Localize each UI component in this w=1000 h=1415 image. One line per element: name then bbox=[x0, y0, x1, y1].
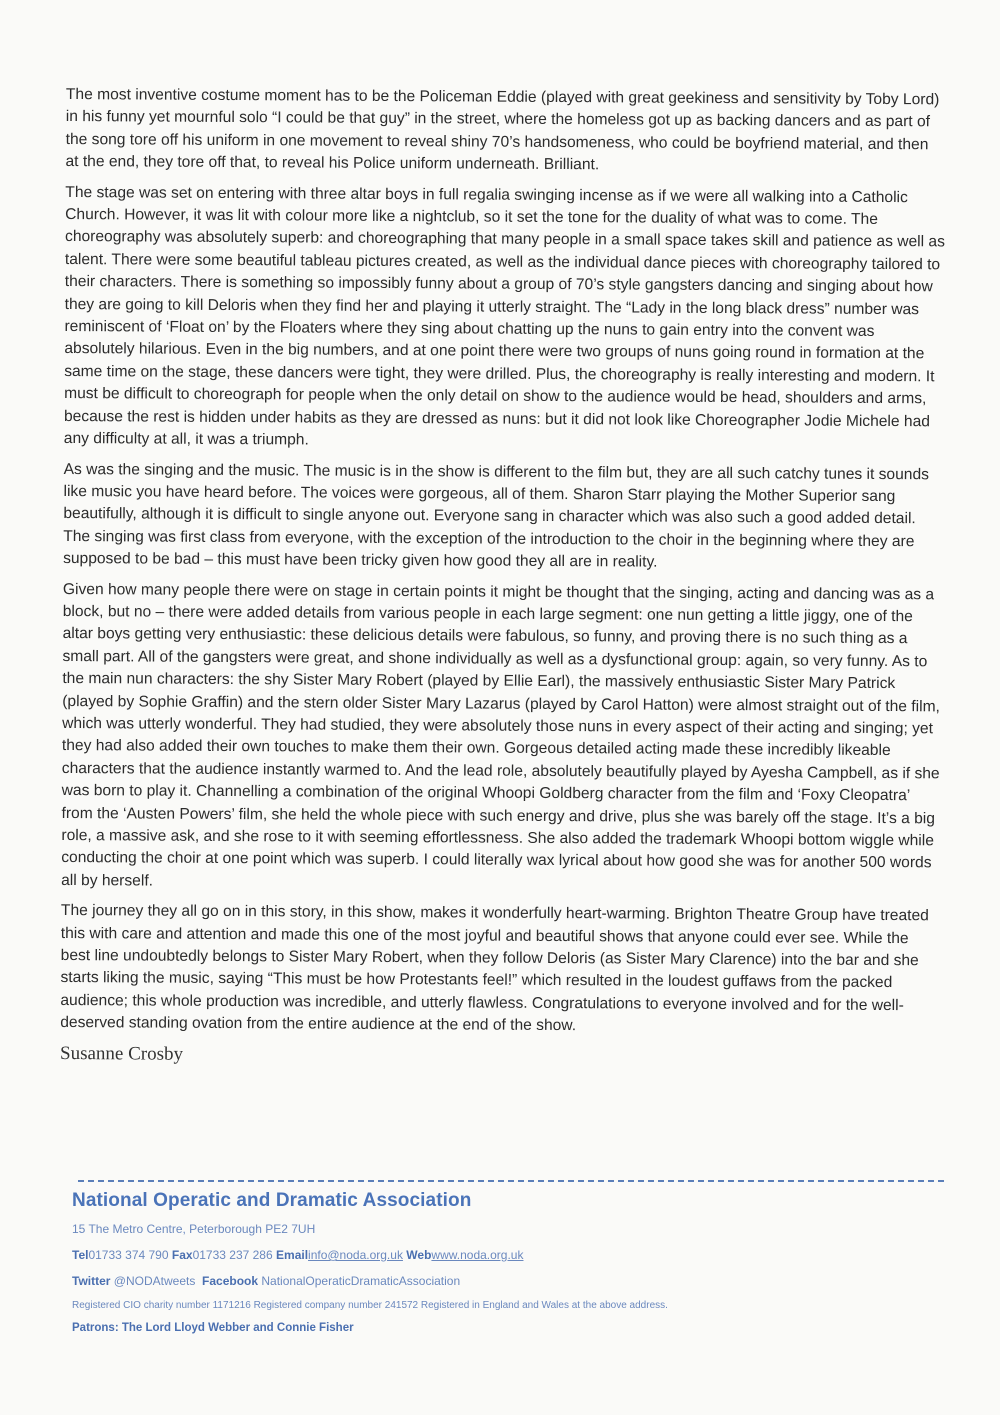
email-link[interactable]: info@noda.org.uk bbox=[308, 1248, 403, 1262]
fax-label: Fax bbox=[171, 1248, 193, 1262]
tel-number: 01733 374 790 bbox=[88, 1248, 169, 1262]
footer-divider bbox=[78, 1180, 944, 1182]
paragraph-conclusion: The journey they all go on in this story, in this show, makes it wonderfully heart-warming. Brighton Theatre Group have treated this with care and attention and made this one of the most joyful and beautiful shows that anyone could ever see. While the best line undoubtedly belongs to Sister Mary Robert, when they follow Deloris (as Sister Mary Clarence) into the bar and she starts liking the music, saying “This must be how Protestants feel!” which resulted in the loudest guffaws from the packed audience; this whole production was incredible, and utterly flawless. Congratulations to everyone involved and for the well-deserved standing ovation from the entire audience at the end of the show. bbox=[60, 902, 929, 1035]
contact-line bbox=[72, 1248, 952, 1262]
paragraph-singing-music: As was the singing and the music. The music is in the show is different to the film but, they are all such catchy tunes it sounds like music you have heard before. The voices were gorgeous, all of them. Sharon Starr playing the Mother Superior sang beautifully, although it is difficult to single anyone out. Everyone sang in character which was also such a good added detail. The singing was first class from everyone, with the exception of the introduction to the choir in the beginning where they are supposed to be bad – this must have been tricky given how good they all are in reality. bbox=[63, 460, 930, 571]
review-body bbox=[60, 84, 946, 1070]
author-signature: Susanne Crosby bbox=[60, 1042, 184, 1065]
organisation-name: National Operatic and Dramatic Association bbox=[72, 1190, 472, 1211]
tel-label: Tel bbox=[72, 1248, 89, 1262]
paragraph-acting-details: Given how many people there were on stage in certain points it might be thought that the singing, acting and dancing was as a block, but no – there were added details from various people in each large segment: one nun getting a little jiggy, one of the altar boys getting very enthusiastic: these delicious details were fabulous, so funny, and proving there is no such thing as a small part. All of the gangsters were great, and shone individually as well as a dysfunctional group: again, so very funny. As to the main nun characters: the shy Sister Mary Robert (played by Ellie Earl), the massively enthusiastic Sister Mary Patrick (played by Sophie Graffin) and the stern older Sister Mary Lazarus (played by Carol Hatton) were almost straight out of the film, which was utterly wonderful. They had studied, they were absolutely those nuns in every aspect of their acting and singing; yet they had also added their own touches to make them their own. Gorgeous detailed acting made these incredibly likeable characters that the audience instantly warmed to. And the lead role, absolutely beautifully played by Ayesha Campbell, as if she was born to play it. Channelling a combination of the original Whoopi Goldberg character from the film and ‘Foxy Cleopatra’ from the ‘Austen Powers’ film, she held the whole piece with such energy and drive, plus she was barely off the stage. It’s a big role, a massive ask, and she rose to it with seeming effortlessness. She also added the trademark Whoopi bottom wiggle while conducting the choir at one point which was superb. I could literally wax lyrical about how good she was for another 500 words all by herself. bbox=[61, 580, 940, 890]
web-link[interactable]: www.noda.org.uk bbox=[431, 1248, 524, 1262]
registration-details: Registered CIO charity number 1171216 Registered company number 241572 Registered in England and Wales at the above address. bbox=[72, 1300, 668, 1311]
paragraph-costume: The most inventive costume moment has to be the Policeman Eddie (played with great geekiness and sensitivity by Toby Lord) in his funny yet mournful solo “I could be that guy” in the street, where the homeless got up as backing dancers and as part of the song tore off his uniform in one movement to reveal shiny 70’s handsomeness, who could be boyfriend material, and then at the end, they tore off that, to reveal his Police uniform underneath. Brilliant. bbox=[65, 85, 940, 174]
letterhead-footer bbox=[72, 1190, 952, 1334]
patrons: Patrons: The Lord Lloyd Webber and Connie Fisher bbox=[72, 1322, 354, 1334]
social-line bbox=[72, 1274, 952, 1288]
address: 15 The Metro Centre, Peterborough PE2 7UH bbox=[72, 1222, 316, 1236]
twitter-label: Twitter bbox=[72, 1274, 111, 1288]
web-label: Web bbox=[406, 1248, 432, 1262]
facebook-label: Facebook bbox=[202, 1274, 259, 1288]
twitter-handle: @NODAtweets bbox=[113, 1274, 196, 1288]
facebook-handle: NationalOperaticDramaticAssociation bbox=[261, 1274, 461, 1288]
paragraph-stage-choreography: The stage was set on entering with three altar boys in full regalia swinging incense as if we were all walking into a Catholic Church. However, it was lit with colour more like a nightclub, so it set the tone for the duality of what was to come. The choreography was absolutely superb: and choreographing that many people in a small space takes skill and patience as well as talent. There were some beautiful tableau pictures created, as well as the individual dance pieces with choreography tailored to their characters. There is something so impossibly funny about a group of 70’s style gangsters dancing and singing about how they are going to kill Deloris when they find her and playing it utterly straight. The “Lady in the long black dress” number was reminiscent of ‘Float on’ by the Floaters where they sing about chatting up the nuns to gain entry into the convent was absolutely hilarious. Even in the big numbers, and at one point there were two groups of nuns going round in formation at the same time on the stage, these dancers were tight, they were drilled. Plus, the choreography is really interesting and modern. It must be difficult to choreograph for people when the only detail on show to the audience would be head, shoulders and arms, because the rest is hidden under habits as they are dressed as nuns: but it did not look like Choreographer Jodie Michele had any difficulty at all, it was a triumph. bbox=[63, 183, 945, 449]
email-label: Email bbox=[276, 1248, 309, 1262]
fax-number: 01733 237 286 bbox=[192, 1248, 273, 1262]
